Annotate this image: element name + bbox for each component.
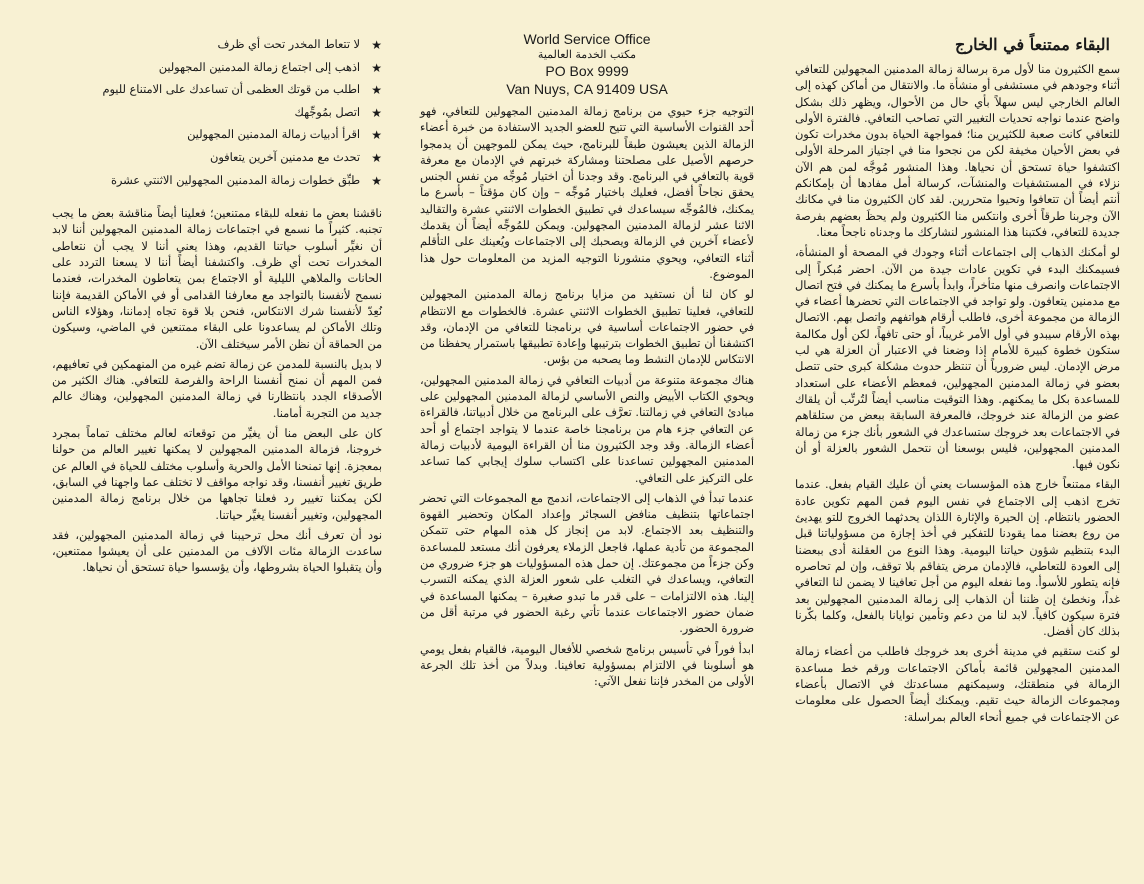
paragraph: عندما تبدأ في الذهاب إلى الاجتماعات، اندمج مع المجموعات التي تحضر اجتماعاتها بتنظيف منافض السجائر وإعداد المكان وتحضير القهوة والتنظيف بعد الاجتماع. لابد من إنجاز كل هذه المهام حتى تتمكن المجموعة من تأدية عملها، فاجعل الزملاء يعرفون أنك مستعد للمساعدة وكن جزءاً من مجموعتك. إن حمل هذه المسؤوليات هو جزء ضروري من التعافي، ويساعدك في التغلب على شعور العزلة الذي يمكنه التسرب إلينا. هذه الالتزامات – على قدر ما تبدو صغيرة – يمكنها المساعدة في ضمان حضور الاجتماعات عندما تأتي رغبة الحضور في مرتبة أقل من ضرورة الحضور.	[420, 491, 754, 636]
middle-column	[420, 0, 754, 884]
left-column	[52, 0, 382, 884]
paragraph: هناك مجموعة متنوعة من أدبيات التعافي في زمالة المدمنين المجهولين، ويحوي الكتاب الأبيض والنص الأساسي لزمالة المدمنين المجهولين على مبادئ التعافي في زمالتنا. تعرَّف على البرنامج من خلال أدبياتنا، فالقراءة عن التعافي جزء هام من برنامجنا خاصة عندما لا يتواجد اجتماع أو أحد أعضاء الزمالة. وقد وجد الكثيرون منا أن القراءة اليومية لأدبيات زمالة المدمنين المجهولين تساعدنا على اكتساب سلوك إيجابي كما تساعد على التركيز على التعافي.	[420, 373, 754, 485]
star-bullet-icon: ★	[371, 60, 382, 75]
paragraph: البقاء ممتنعاً خارج هذه المؤسسات يعني أن عليك القيام بفعل. عندما تخرج اذهب إلى الاجتماع في نفس اليوم فمن المهم تكوين عادة الحضور بانتظام. إن الحيرة والإثارة اللذان يحدثهما الخروج للتو يهديئ من روع بعضنا مما يقودنا للتفكير في أخذ إجازة من مسؤولياتنا قبل البدء بتنظيم شؤون حياتنا اليومية. وهذا النوع من العقلنة أدى ببعضنا إلى العودة للتعاطي، فالإدمان مرض يتفاقم بلا توقف، وإن لم تحاصره فإنه يتطور للأسوأ. وما نفعله اليوم من أجل تعافينا لا يضمن لنا التعافي غداً، ونخطئ إن ظننا أن الذهاب إلى زمالة المدمنين المجهولين بعد فترة سيكون كافياً. لابد لنا من دعم وتأمين نوايانا بالفعل، وكلما بكّرنا بذلك كان أفضل.	[795, 478, 1120, 639]
right-column	[795, 0, 1120, 884]
list-item: ★ اذهب إلى اجتماع زمالة المدمنين المجهولين	[52, 57, 382, 80]
list-item: ★ اطلب من قوتك العظمى أن تساعدك على الامتناع لليوم	[52, 79, 382, 102]
star-bullet-icon: ★	[371, 173, 382, 188]
daily-actions-list	[52, 34, 382, 192]
paragraph: لو أمكنك الذهاب إلى اجتماعات أثناء وجودك في المصحة أو المنشأة، فسيمكنك البدء في تكوين عادات جيدة من الآن. احضر مُبكراً إلى الاجتماعات وانصرف منها متأخراً، وابدأ بأسرع ما يمكنك في فتح اتصال مع مدمنين يتعافون. ولو تواجد في الاجتماعات التي تحضرها أعضاء في الزمالة من مجموعة أخرى، فاطلب أرقام هواتفهم واتصل بهم. الاتصال بهذه الأرقام سيبدو في أول الأمر غريباً، أو حتى تافهاً، لكن أول مكالمة ستكون خطوة كبيرة للأمام إذا وضعنا في الاعتبار أن العزلة هي لب مرض الإدمان. ليس ضرورياً أن تنتظر حدوث مشكلة كبرى حتى تتصل بعضو في زمالة المدمنين المجهولين، فمعظم الأعضاء على استعداد للمساعدة بكل ما يمكنهم. وهذا التوقيت مناسب أيضاً لتُرتِّب أن يلقاك عضو من الزمالة عند خروجك، فالمعرفة السابقة ببعض من ستلقاهم في الاجتماعات بعد خروجك ستساعدك في الشعور بأنك جزء من زمالة المدمنين المجهولين، فليس بوسعنا أن نتحمل الشعور بالعزلة أو أن نكون فيها.	[795, 246, 1120, 472]
office-name-en: World Service Office	[523, 31, 651, 47]
list-item: ★ اقرأ أدبيات زمالة المدمنين المجهولين	[52, 124, 382, 147]
paragraph: ناقشنا بعض ما نفعله للبقاء ممتنعين؛ فعلينا أيضاً مناقشة بعض ما يجب تجنبه. كثيراً ما نسمع في اجتماعات زمالة المدمنين المجهولين أننا لابد أن نغيِّر أسلوب حياتنا القديم، وهذا يعني أننا لا يجب أن نتعاطى المخدرات تحت أي ظرف. واكتشفنا أيضاً أننا لا يسعنا التردد على الحانات والملاهي الليلية أو الاجتماع بمن يتعاطون المخدرات، فعندما نسمح لأنفسنا بالتواجد مع معارفنا القدامى أو في الأماكن القديمة فإننا نُعِدّ لأنفسنا شرك الانتكاس، فنحن بلا قوة تجاه إدماننا، وهؤلاء الناس وتلك الأماكن لم يساعدونا على البقاء ممتنعين في الماضي، وسيكون من الحماقة أن نظن الأمر سيختلف الآن.	[52, 207, 382, 351]
paragraph: كان على البعض منا أن يغيِّر من توقعاته لعالم مختلف تماماً بمجرد خروجنا، فزمالة المدمنين المجهولين لا يمكنها تغيير العالم من حولنا بمعجزة. إنها تمنحنا الأمل والحرية وأسلوب مختلف للحياة في العالم عن طريق تغيير أنفسنا، وقد نواجه مواقف لا تختلف عما واجهنا في السابق، لكن يمكننا تغيير رد فعلنا تجاهها من خلال برنامج زمالة المدمنين المجهولين، وتغيير أنفسنا يغيِّر حياتنا.	[52, 427, 382, 522]
paragraph: سمع الكثيرون منا لأول مرة برسالة زمالة المدمنين المجهولين للتعافي أثناء وجودهم في مستشفى أو منشأة ما. والانتقال من أماكن كهذه إلى العالم الخارجي ليس سهلاً بأي حال من الأحوال، ويظهر ذلك بشكل واضح عندما نواجه تحديات التغيير التي تصاحب التعافي. فالفترة الأولى للتعافي كانت صعبة للكثيرين منا؛ فمواجهة الحياة بدون مخدرات تكون في بعض الأحيان مخيفة لكن من نجحوا منا في اجتياز المرحلة الأولى اكتشفوا حياة تستحق أن نحياها. وهذا المنشور مُوجَّه لمن هم الآن نزلاء في المستشفيات والمنشآت، كرسالة أمل مفادها أن بإمكانكم أنتم أيضاً أن تتعافوا وتحيوا متحررين. لقد كان الكثيرون منا في مكانك الآن وجربنا طرقاً أخرى وانتكس منا الكثيرون ولم يحظَ بعضهم بفرصة جديدة للتعافي، فكتبنا هذا المنشور لنشاركك ما وجدناه ناجحاً معنا.	[795, 63, 1120, 239]
star-bullet-icon: ★	[371, 83, 382, 98]
star-bullet-icon: ★	[371, 150, 382, 165]
list-item: ★ طبِّق خطوات زمالة المدمنين المجهولين الاثنتي عشرة	[52, 170, 382, 193]
star-bullet-icon: ★	[371, 128, 382, 143]
office-address-block	[420, 30, 754, 98]
paragraph: لا بديل بالنسبة للمدمن عن زمالة تضم غيره من المنهمكين في تعافيهم، فمن المهم أن نمنح أنفسنا الراحة والفرصة للتعافي. هناك الكثير من الأصدقاء الجدد بانتظارنا في زمالة المدمنين المجهولين، وهناك عالم جديد من التجربة أمامنا.	[52, 357, 382, 420]
star-bullet-icon: ★	[371, 38, 382, 52]
page-title: البقاء ممتنعاً في الخارج	[955, 35, 1110, 54]
paragraph: ابدأ فوراً في تأسيس برنامج شخصي للأفعال اليومية، فالقيام بفعل يومي هو أسلوبنا في الالتزام بمسؤولية تعافينا. وبدلاً من أخذ تلك الجرعة الأولى من المخدر فإننا نفعل الآتي:	[420, 642, 754, 689]
list-item: ★ تحدث مع مدمنين آخرين يتعافون	[52, 147, 382, 170]
list-item: ★ لا تتعاط المخدر تحت أي ظرف	[52, 34, 382, 57]
star-bullet-icon: ★	[371, 105, 382, 120]
paragraph: التوجيه جزء حيوي من برنامج زمالة المدمنين المجهولين للتعافي، فهو أحد القنوات الأساسية التي تتيح للعضو الجديد الاستفادة من خبرة أعضاء الزمالة الذين يعيشون طبقاً للبرنامج، حيث يمكن للموجهين أن يدمجوا حرصهم الأصيل على مصلحتنا ومشاركة خبرتهم في الإدمان مع معرفة قوية بالتعافي في البرنامج. وقد وجدنا أن اختيار مُوجِّه من نفس الجنس يحقق نجاحاً أفضل، فعليك باختيار مُوجِّه – وإن كان مؤقتاً – بأسرع ما يمكنك، فالمُوجِّه سيساعدك في تطبيق الخطوات الاثنتي عشرة والتقاليد الاثنا عشر لزمالة المدمنين المجهولين. ويمكن للمُوجِّه أيضاً أن يقدمك لأعضاء آخرين في الزمالة ويصحبك إلى الاجتماعات ويُعينك على التأقلم أثناء التعافي، ويحوي منشورنا التوجيه المزيد من المعلومات حول هذا الموضوع.	[420, 105, 754, 281]
office-name-ar: مكتب الخدمة العالمية	[537, 48, 637, 61]
list-item: ★ اتصل بمُوجِّهك	[52, 102, 382, 125]
office-city: Van Nuys, CA 91409 USA	[506, 81, 668, 97]
office-po-box: PO Box 9999	[545, 63, 629, 79]
paragraph: لو كنت ستقيم في مدينة أخرى بعد خروجك فاطلب من أعضاء زمالة المدمنين المجهولين قائمة بأماكن الاجتماعات ورقم خط مساعدة الزمالة في منطقتك، وسيمكنهم مساعدتك في الاتصال بأعضاء ومجموعات الزمالة حيث تقيم. ويمكنك أيضاً الحصول على معلومات عن الاجتماعات في جميع أنحاء العالم بمراسلة:	[795, 645, 1120, 724]
paragraph: لو كان لنا أن نستفيد من مزايا برنامج زمالة المدمنين المجهولين للتعافي، فعلينا تطبيق الخطوات الاثنتي عشرة. فالخطوات مع الانتظام في حضور الاجتماعات أساسية في برنامجنا للتعافي من الإدمان، وقد اكتشفنا أن تطبيق الخطوات بترتيبها وإعادة تطبيقها باستمرار يحفظنا من الانتكاس للإدمان النشط وما يصحبه من بؤس.	[420, 288, 754, 367]
paragraph: نود أن تعرف أنك محل ترحيبنا في زمالة المدمنين المجهولين، فقد ساعدت الزمالة مئات الآلاف من المدمنين على أن يعيشوا ممتنعين، وأن يتقبلوا الحياة بشروطها، وأن يؤسسوا حياة تستحق أن نحياها.	[52, 528, 382, 575]
